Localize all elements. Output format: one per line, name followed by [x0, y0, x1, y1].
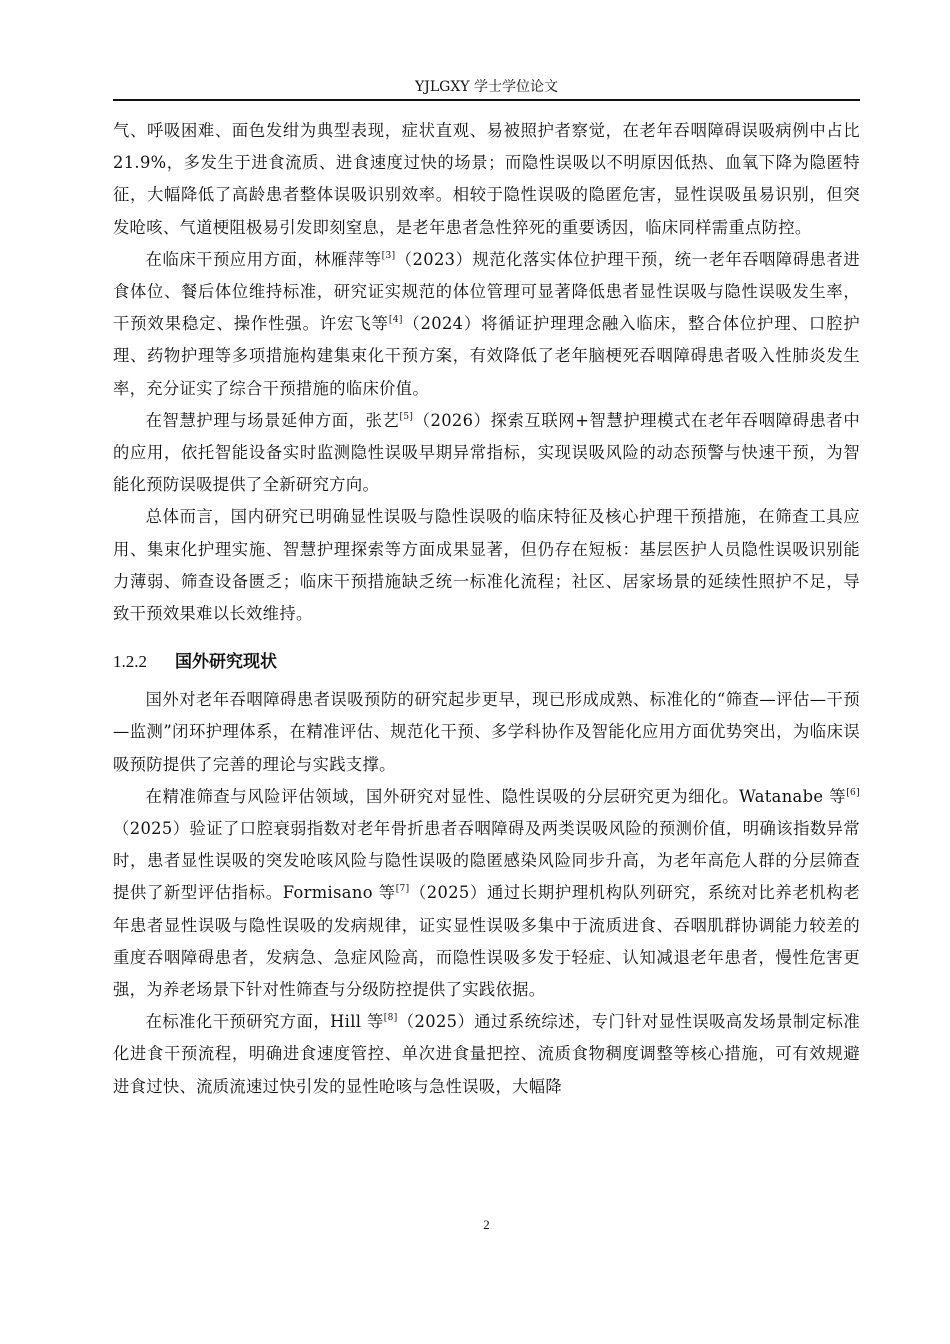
paragraph-text: （2023）规范化落实体位护理干预，统一老年吞咽障碍患者进食体位、餐后体位维持标准，研究证实规范的体位管理可显著降低患者显性误吸与隐性误吸发生率，干预效果稳定、操作性强。许宏飞等	[113, 249, 861, 334]
page-number: 2	[483, 1217, 490, 1232]
body-paragraph	[113, 405, 860, 502]
paragraph-text: （2024）将循证护理理念融入临床，整合体位护理、口腔护理、药物护理等多项措施构建集束化干预方案，有效降低了老年脑梗死吞咽障碍患者吸入性肺炎发生率，充分证实了综合干预措施的临床价值。	[113, 314, 860, 398]
body-paragraph	[113, 781, 860, 1006]
domestic-research-paragraphs	[113, 115, 860, 630]
citation-marker: [6]	[846, 787, 860, 798]
paragraph-text: （2025）验证了口腔衰弱指数对老年骨折患者吞咽障碍及两类误吸风险的预测价值，明确该指数异常时，患者显性误吸的突发呛咳风险与隐性误吸的隐匿感染风险同步升高，为老年高危人群的分层筛查提供了新型评估指标。Formisano 等	[113, 819, 860, 903]
body-paragraph	[113, 684, 860, 781]
paragraph-text: （2025）通过系统综述，专门针对显性误吸高发场景制定标准化进食干预流程，明确进食速度管控、单次进食量把控、流质食物稠度调整等核心措施，可有效规避进食过快、流质流速过快引发的显性呛咳与急性误吸，大幅降	[113, 1012, 860, 1096]
citation-marker: [3]	[381, 250, 396, 261]
paragraph-text: 总体而言，国内研究已明确显性误吸与隐性误吸的临床特征及核心护理干预措施，在筛查工具应用、集束化护理实施、智慧护理探索等方面成果显著，但仍存在短板：基层医护人员隐性误吸识别能力薄弱、筛查设备匮乏；临床干预措施缺乏统一标准化流程；社区、居家场景的延续性照护不足，导致干预效果难以长效维持。	[113, 507, 860, 624]
paragraph-text: 在标准化干预研究方面，Hill 等	[145, 1012, 384, 1032]
paragraph-text: 在临床干预应用方面，林雁萍等	[145, 249, 382, 269]
page-body	[113, 115, 860, 1103]
section-heading	[113, 646, 860, 678]
paragraph-text: 在智慧护理与场景延伸方面，张艺	[145, 410, 400, 430]
paragraph-text: 在精准筛查与风险评估领域，国外研究对显性、隐性误吸的分层研究更为细化。Watanabe 等	[145, 786, 847, 806]
body-paragraph	[113, 501, 860, 630]
paragraph-text: 气、呼吸困难、面色发绀为典型表现，症状直观、易被照护者察觉，在老年吞咽障碍误吸病例中占比 21.9%，多发生于进食流质、进食速度过快的场景；而隐性误吸以不明原因低热、血氧下降为隐匿特征，大幅降低了高龄患者整体误吸识别效率。相较于隐性误吸的隐匿危害，显性误吸虽易识别，但突发呛咳、气道梗阻极易引发即刻窒息，是老年患者急性猝死的重要诱因，临床同样需重点防控。	[113, 121, 860, 237]
header-rule-thick	[113, 99, 860, 101]
paragraph-text: （2026）探索互联网+智慧护理模式在老年吞咽障碍患者中的应用，依托智能设备实时监测隐性误吸早期异常指标，实现误吸风险的动态预警与快速干预，为智能化预防误吸提供了全新研究方向。	[113, 410, 860, 495]
paragraph-text: （2025）通过长期护理机构队列研究，系统对比养老机构老年患者显性误吸与隐性误吸的发病规律，证实显性误吸多集中于流质进食、吞咽肌群协调能力较差的重度吞咽障碍患者，发病急、急症风险高，而隐性误吸多发于轻症、认知减退老年患者，慢性危害更强，为养老场景下针对性筛查与分级防控提供了实践依据。	[113, 883, 860, 1000]
citation-marker: [4]	[388, 315, 403, 326]
body-paragraph	[113, 244, 860, 405]
body-paragraph	[113, 1006, 860, 1103]
running-header: YJLGXY 学士学位论文	[415, 79, 558, 95]
citation-marker: [5]	[399, 411, 414, 422]
section-number: 1.2.2	[113, 652, 147, 672]
citation-marker: [7]	[395, 884, 410, 895]
foreign-research-paragraphs	[113, 684, 860, 1103]
body-paragraph	[113, 115, 860, 244]
paragraph-text: 国外对老年吞咽障碍患者误吸预防的研究起步更早，现已形成成熟、标准化的“筛查—评估—干预—监测”闭环护理体系，在精准评估、规范化干预、多学科协作及智能化应用方面优势突出，为临床误吸预防提供了完善的理论与实践支撑。	[113, 690, 860, 774]
section-title: 国外研究现状	[175, 652, 277, 673]
citation-marker: [8]	[383, 1013, 398, 1024]
